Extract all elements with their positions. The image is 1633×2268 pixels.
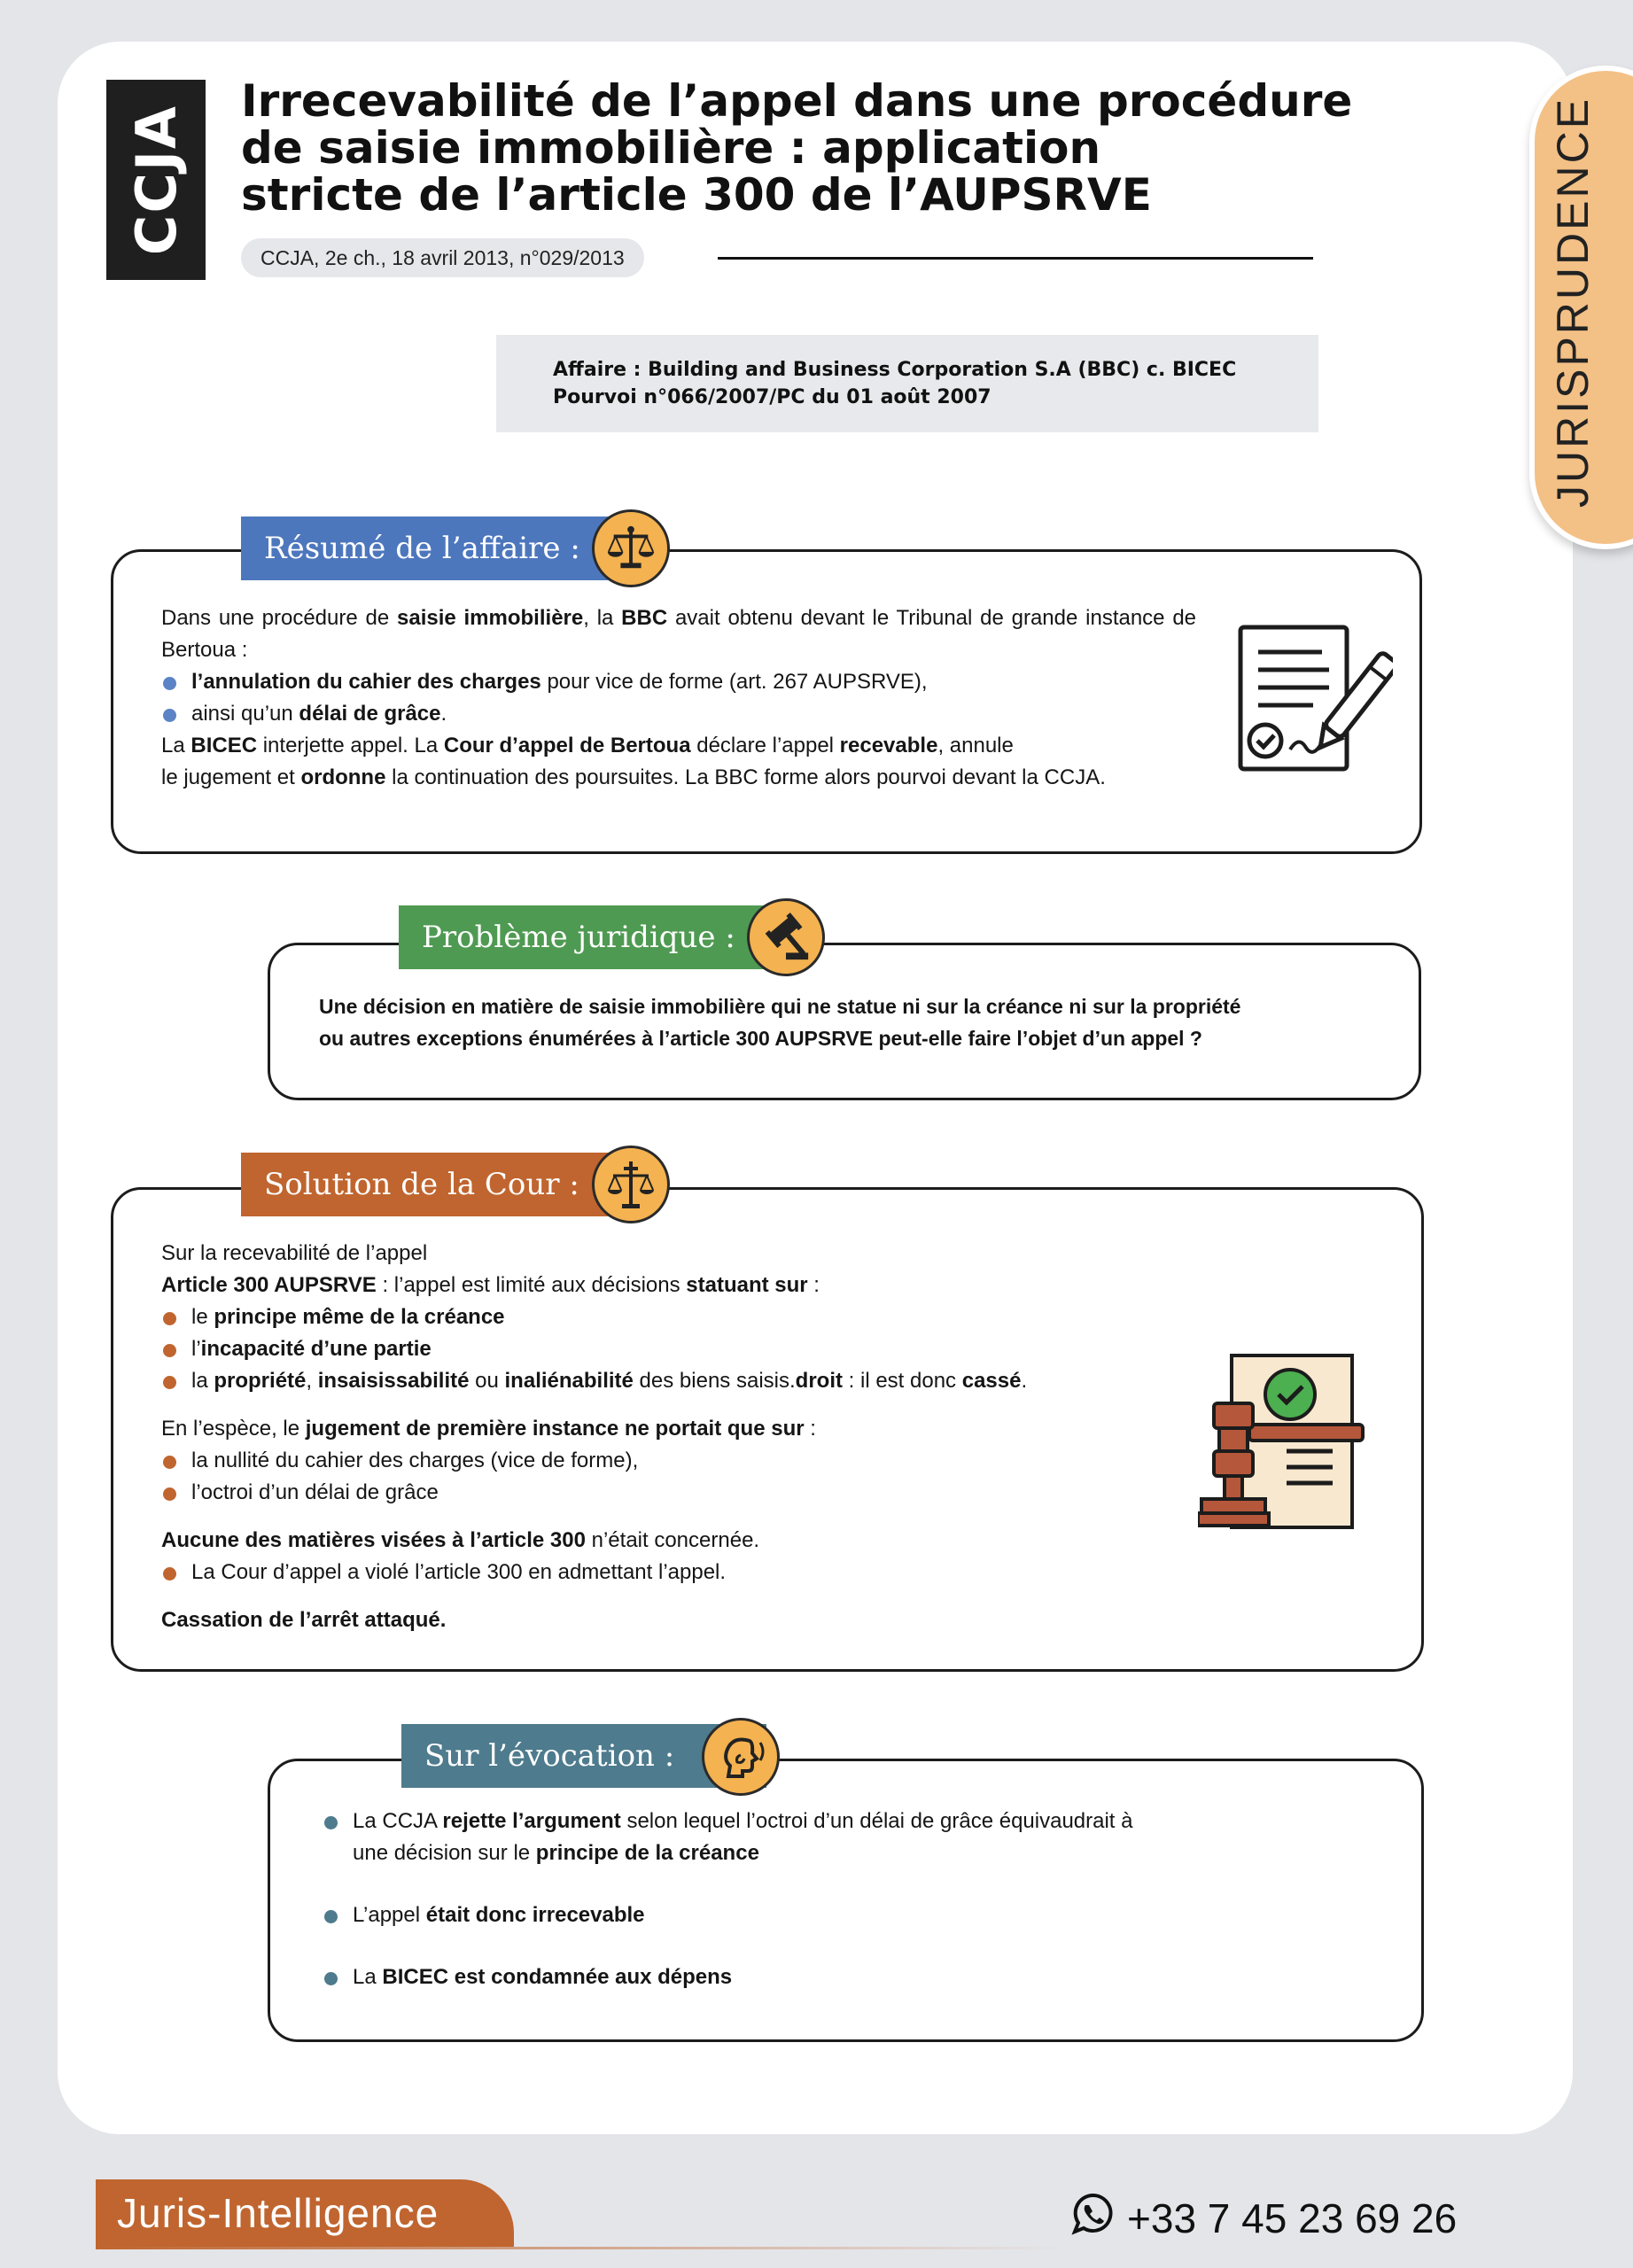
brand-label: Juris-Intelligence: [96, 2179, 514, 2247]
evocation-heading: Sur l’évocation :: [401, 1724, 766, 1788]
side-tab-label: JURISPRUDENCE: [1548, 96, 1598, 509]
list-item: le principe même de la créance: [161, 1301, 1145, 1333]
article-300-line: Article 300 AUPSRVE : l’appel est limité aux décisions statuant sur :: [161, 1273, 820, 1297]
scales-of-justice-icon: [592, 509, 670, 587]
list-item: la nullité du cahier des charges (vice de forme),: [161, 1445, 1145, 1477]
list-item: La Cour d’appel a violé l’article 300 en admettant l’appel.: [161, 1557, 1145, 1588]
list-item: ainsi qu’un délai de grâce.: [161, 698, 1196, 730]
title-line: stricte de l’article 300 de l’AUPSRVE: [241, 169, 1152, 221]
resume-para: La BICEC interjette appel. La Cour d’appel de Bertoua déclare l’appel recevable, annule: [161, 734, 1014, 757]
whatsapp-icon: [1070, 2192, 1127, 2246]
gavel-icon: [747, 898, 825, 976]
citation-pill: CCJA, 2e ch., 18 avril 2013, n°029/2013: [241, 238, 644, 277]
affaire-pourvoi: Pourvoi n°066/2007/PC du 01 août 2007: [553, 386, 991, 408]
list-item: La CCJA rejette l’argument selon lequel l’octroi d’un délai de grâce équivaudrait à une décision sur le principe de la créance: [323, 1806, 1297, 1869]
ccja-badge-label: CCJA: [123, 104, 189, 256]
page-title: [241, 75, 1353, 221]
list-item: l’octroi d’un délai de grâce: [161, 1477, 1145, 1509]
affaire-parties: Affaire : Building and Business Corporation S.A (BBC) c. BICEC: [553, 359, 1237, 381]
gavel-document-approved-icon: [1198, 1354, 1366, 1535]
citation-divider: [718, 257, 1313, 260]
probleme-heading: Problème juridique :: [399, 905, 806, 969]
solution-heading: Solution de la Cour :: [241, 1153, 650, 1216]
affaire-box: [496, 335, 1318, 432]
list-item: l’incapacité d’une partie: [161, 1333, 1145, 1365]
probleme-question: [319, 990, 1365, 1054]
sword-scales-icon: [592, 1146, 670, 1223]
list-item: L’appel était donc irrecevable: [323, 1899, 1297, 1931]
ccja-badge: [106, 80, 206, 280]
list-item: la propriété, insaisissabilité ou inaliénabilité des biens saisis.droit : il est donc cassé.: [161, 1365, 1145, 1397]
phone-number: +33 7 45 23 69 26: [1127, 2195, 1458, 2241]
list-item: La BICEC est condamnée aux dépens: [323, 1961, 1297, 1993]
title-line: de saisie immobilière : application: [241, 122, 1101, 174]
cassation-line: Cassation de l’arrêt attaqué.: [161, 1608, 447, 1632]
resume-heading: Résumé de l’affaire :: [241, 517, 652, 580]
signed-contract-icon: [1233, 620, 1393, 784]
evocation-body: [323, 1806, 1297, 1993]
phone-contact[interactable]: [1070, 2192, 1457, 2245]
speaking-head-icon: [702, 1718, 780, 1796]
probleme-line: ou autres exceptions énumérées à l’article 300 AUPSRVE peut-elle faire l’objet d’un appel ?: [319, 1027, 1202, 1050]
list-item: l’annulation du cahier des charges pour vice de forme (art. 267 AUPSRVE),: [161, 666, 1196, 698]
solution-body: [161, 1238, 1145, 1636]
resume-body: [161, 602, 1196, 794]
resume-para: le jugement et ordonne la continuation des poursuites. La BBC forme alors pourvoi devant la CCJA.: [161, 765, 1106, 789]
resume-intro: Dans une procédure de saisie immobilière, la BBC avait obtenu devant le Tribunal de grande instance de Bertoua :: [161, 606, 1197, 662]
espece-line: En l’espèce, le jugement de première instance ne portait que sur :: [161, 1417, 816, 1441]
title-line: Irrecevabilité de l’appel dans une procédure: [241, 75, 1353, 127]
aucune-line: Aucune des matières visées à l’article 300 n’était concernée.: [161, 1528, 760, 1552]
solution-subheading: Sur la recevabilité de l’appel: [161, 1241, 428, 1265]
footer-divider: [96, 2247, 1070, 2249]
probleme-line: Une décision en matière de saisie immobilière qui ne statue ni sur la créance ni sur la propriété: [319, 995, 1241, 1018]
